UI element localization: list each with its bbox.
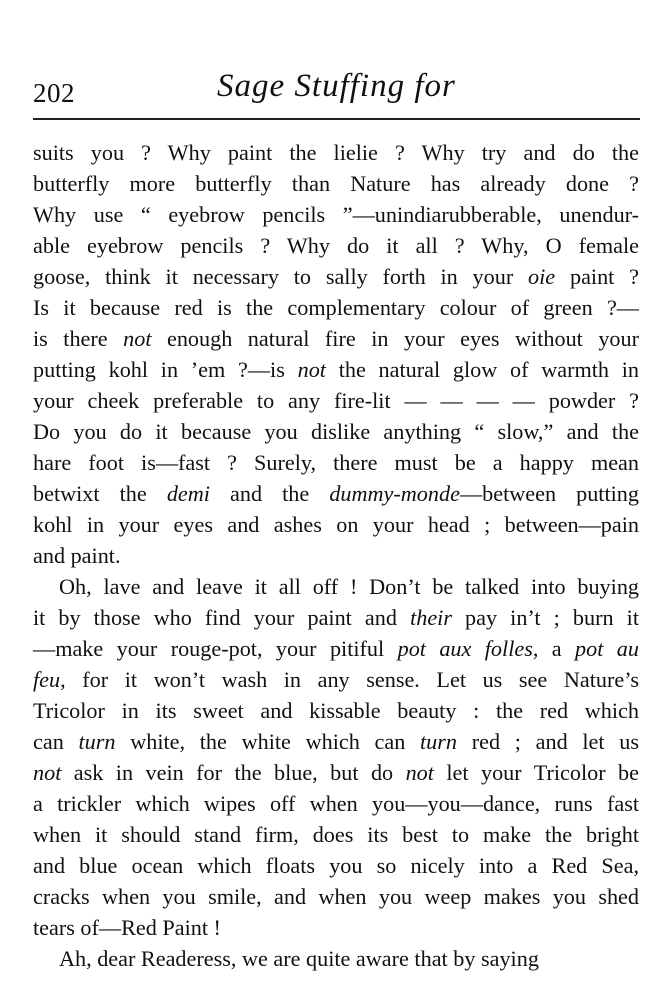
italic-word: oie [528,264,556,289]
italic-word: demi [166,481,210,506]
text-line: Oh, lave and leave it all off ! Don’t be talked into buying [59,574,639,599]
text-line: goose, think it necessary to sally forth in your oie paint ? [33,264,639,289]
text-line: Ah, dear Readeress, we are quite aware that by saying [59,946,539,971]
header-rule [33,118,640,120]
italic-word: pot au [575,636,639,661]
text-line: is there not enough natural fire in your eyes without your [33,326,639,351]
page-header [0,66,661,116]
text-line: kohl in your eyes and ashes on your head ; between—pain [33,512,639,537]
text-line: your cheek preferable to any fire-lit — — — — powder ? [33,388,639,413]
text-line: and blue ocean which floats you so nicely into a Red Sea, [33,853,639,878]
italic-word: turn [420,729,458,754]
text-line: Tricolor in its sweet and kissable beauty : the red which [33,698,639,723]
text-line: Why use “ eyebrow pencils ”—unindiarubberable, unendur- [33,202,639,227]
italic-word: not [405,760,434,785]
page-number: 202 [33,78,75,108]
text-line: cracks when you smile, and when you weep makes you shed [33,884,639,909]
text-line: when it should stand firm, does its best to make the bright [33,822,639,847]
text-line: butterfly more butterfly than Nature has already done ? [33,171,639,196]
text-line: —make your rouge-pot, your pitiful pot aux folles, a pot au [33,636,639,661]
paragraph [33,137,639,571]
paragraph [33,943,639,974]
italic-word: pot aux folles [397,636,533,661]
italic-word: feu [33,667,61,692]
text-line: can turn white, the white which can turn red ; and let us [33,729,639,754]
text-line: Do you do it because you dislike anything “ slow,” and the [33,419,639,444]
text-line: and paint. [33,543,121,568]
text-line: betwixt the demi and the dummy-monde—between putting [33,481,639,506]
text-line: suits you ? Why paint the lielie ? Why try and do the [33,140,639,165]
italic-word: not [297,357,326,382]
italic-word: not [33,760,62,785]
paragraph [33,571,639,943]
text-line: able eyebrow pencils ? Why do it all ? Why, O female [33,233,639,258]
italic-word: dummy-monde [329,481,460,506]
italic-word: turn [78,729,116,754]
body-text [33,137,639,974]
text-line: Is it because red is the complementary colour of green ?— [33,295,639,320]
text-line: hare foot is—fast ? Surely, there must be a happy mean [33,450,639,475]
text-line: it by those who find your paint and their pay in’t ; burn it [33,605,640,630]
italic-word: their [410,605,452,630]
text-line: not ask in vein for the blue, but do not let your Tricolor be [33,760,639,785]
text-line: a trickler which wipes off when you—you—dance, runs fast [33,791,639,816]
text-line: tears of—Red Paint ! [33,915,221,940]
text-line: putting kohl in ’em ?—is not the natural glow of warmth in [33,357,639,382]
text-line: feu, for it won’t wash in any sense. Let us see Nature’s [33,667,639,692]
italic-word: not [123,326,152,351]
running-title: Sage Stuffing for [217,68,456,104]
